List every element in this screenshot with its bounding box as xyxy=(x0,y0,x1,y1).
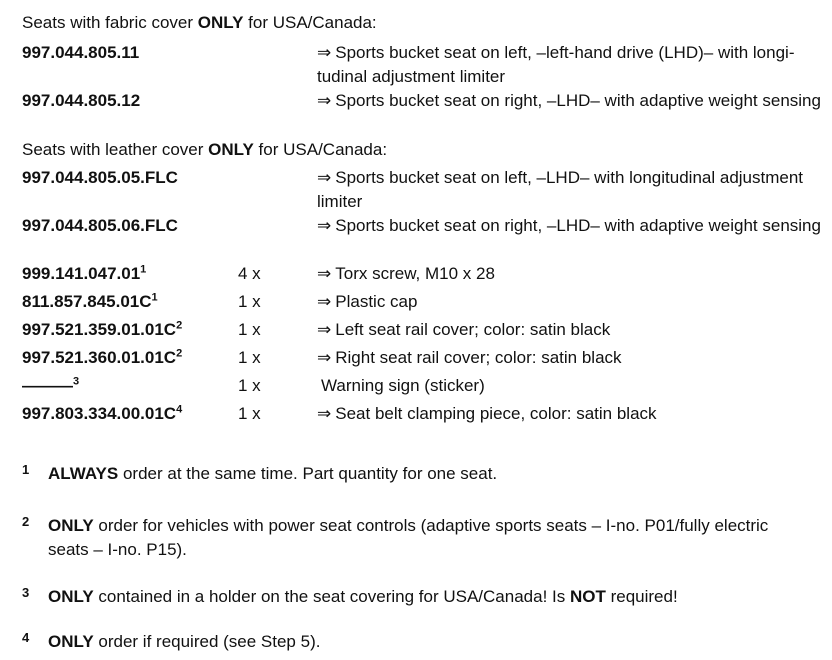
part-description: ⇒ Sports bucket seat on left, –LHD– with longitudinal adjustment limiter xyxy=(317,168,804,211)
footnote-number: 3 xyxy=(22,585,30,600)
part-row xyxy=(0,346,832,372)
heading-bold: ONLY xyxy=(208,140,254,159)
part-number: $997.803.334.00.01C^4$ xyxy=(22,403,183,423)
arrow-icon: ⇒ xyxy=(317,264,332,283)
footnote-text: ALWAYS order at the same time. Part quantity for one seat. xyxy=(48,464,498,483)
arrow-icon: ⇒ xyxy=(317,216,332,235)
part-row xyxy=(0,41,832,89)
part-description: ⇒ Left seat rail cover; color: satin black xyxy=(317,320,611,339)
part-number: 999.141.047.01$^1$ xyxy=(22,263,147,283)
part-description: ⇒ Sports bucket seat on right, –LHD– with adaptive weight sensing xyxy=(317,216,821,235)
part-description: ⇒ Sports bucket seat on left, –left-hand drive (LHD)– with longi-tudinal adjustment limiter xyxy=(317,43,795,86)
part-description: ⇒ Seat belt clamping piece, color: satin black xyxy=(317,404,657,423)
part-description: ⇒ Sports bucket seat on right, –LHD– with adaptive weight sensing xyxy=(317,91,821,110)
part-number: 997.044.805.05.FLC xyxy=(22,168,178,187)
footnote-ref: 4 xyxy=(176,403,183,416)
arrow-icon: ⇒ xyxy=(317,91,332,110)
part-number: $811.857.845.01C^1$ xyxy=(22,291,158,311)
part-quantity: 1 x xyxy=(238,292,261,311)
part-description: ⇒ Plastic cap xyxy=(317,292,418,311)
footnote-ref: 3 xyxy=(73,375,80,388)
part-quantity: 1 x xyxy=(238,376,261,395)
footnote-number: 1 xyxy=(22,462,30,477)
part-quantity: 1 x xyxy=(238,404,261,423)
footnote-text: ONLY contained in a holder on the seat covering for USA/Canada! Is NOT required! xyxy=(48,587,678,606)
part-quantity: 1 x xyxy=(238,348,261,367)
footnote xyxy=(22,630,812,656)
heading-text: Seats with fabric cover xyxy=(22,13,198,32)
footnote-ref: 1 xyxy=(151,291,158,304)
arrow-icon: ⇒ xyxy=(317,348,332,367)
arrow-icon: ⇒ xyxy=(317,404,332,423)
arrow-icon: ⇒ xyxy=(317,320,332,339)
arrow-icon: ⇒ xyxy=(317,292,332,311)
section-heading-leather xyxy=(22,139,387,161)
footnote-text: ONLY order if required (see Step 5). xyxy=(48,632,321,651)
part-number: $997.521.359.01.01C^2$ xyxy=(22,319,183,339)
part-row xyxy=(0,214,832,262)
part-row xyxy=(0,166,832,214)
part-number: 997.044.805.11 xyxy=(22,43,140,62)
footnote-ref: 1 xyxy=(140,263,147,276)
part-row xyxy=(0,318,832,344)
part-row xyxy=(0,89,832,137)
arrow-icon: ⇒ xyxy=(317,168,332,187)
footnote-number: 2 xyxy=(22,514,30,529)
footnote-number: 4 xyxy=(22,630,30,645)
part-number: ———$^3$ xyxy=(22,375,80,395)
footnote-ref: 2 xyxy=(176,319,183,332)
heading-text: Seats with leather cover xyxy=(22,140,209,159)
part-quantity: 4 x xyxy=(238,264,261,283)
arrow-icon: ⇒ xyxy=(317,43,332,62)
part-description: Warning sign (sticker) xyxy=(321,376,485,395)
footnote-ref: 2 xyxy=(176,347,183,360)
part-number: 997.044.805.06.FLC xyxy=(22,216,178,235)
part-row xyxy=(0,374,832,400)
footnote xyxy=(22,585,812,611)
section-heading-fabric xyxy=(22,12,377,34)
part-quantity: 1 x xyxy=(238,320,261,339)
heading-suffix: for USA/Canada: xyxy=(253,140,388,159)
heading-bold: ONLY xyxy=(197,13,244,32)
part-number: 997.044.805.12 xyxy=(22,91,141,110)
footnote xyxy=(22,462,812,488)
heading-suffix: for USA/Canada: xyxy=(243,13,377,32)
footnote xyxy=(22,514,812,564)
part-description: ⇒ Torx screw, M10 x 28 xyxy=(317,264,495,283)
part-description: ⇒ Right seat rail cover; color: satin black xyxy=(317,348,622,367)
part-row xyxy=(0,402,832,428)
part-row xyxy=(0,262,832,288)
part-row xyxy=(0,290,832,316)
part-number: $997.521.360.01.01C^2$ xyxy=(22,347,183,367)
footnote-text: ONLY order for vehicles with power seat controls (adaptive sports seats – I-no. P01/fully electric seats – I-no. P15). xyxy=(48,516,769,559)
